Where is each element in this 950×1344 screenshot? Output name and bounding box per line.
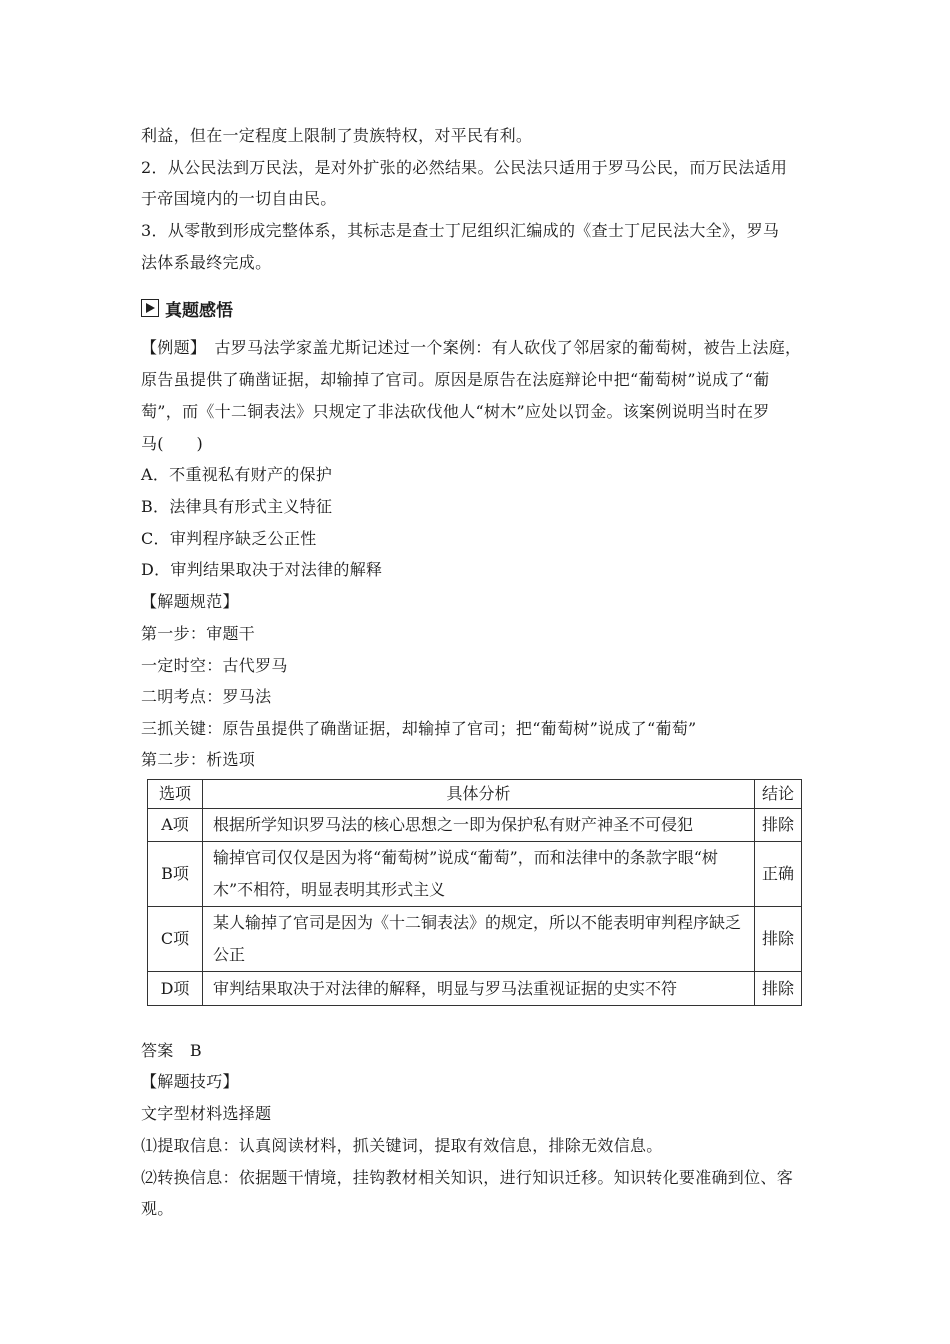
tips-title: 【解题技巧】 [141,1072,239,1091]
row-result: 排除 [755,972,802,1006]
table-header-row [148,780,802,809]
solution-title: 【解题规范】 [141,592,239,611]
solution-step1: 第一步：审题干 [141,624,256,643]
row-option: A项 [148,809,203,842]
table-row [148,907,802,972]
tips-item: ⑴提取信息：认真阅读材料，抓关键词，提取有效信息，排除无效信息。 [141,1136,663,1155]
section-heading-text: 真题感悟 [165,300,233,321]
table-row [148,972,802,1006]
row-option: D项 [148,972,203,1006]
example-line: 萄”，而《十二铜表法》只规定了非法砍伐他人“树木”应处以罚金。该案例说明当时在罗 [141,402,770,421]
option-a: A．不重视私有财产的保护 [141,465,333,484]
example-line: 马( ) [141,434,203,453]
row-option: C项 [148,907,203,972]
play-triangle-icon [141,299,159,317]
row-result: 排除 [755,809,802,842]
row-result: 排除 [755,907,802,972]
header-option: 选项 [148,780,203,809]
example-line: 【例题】 古罗马法学家盖尤斯记述过一个案例：有人砍伐了邻居家的葡萄树，被告上法庭， [141,338,802,357]
solution-test-point: 二明考点：罗马法 [141,687,272,706]
header-analysis: 具体分析 [203,780,755,809]
option-b: B．法律具有形式主义特征 [141,497,333,516]
table-row [148,842,802,907]
row-option: B项 [148,842,203,907]
paragraph-line: 法体系最终完成。 [141,253,272,272]
row-analysis: 某人输掉了官司是因为《十二铜表法》的规定，所以不能表明审判程序缺乏公正 [203,907,755,972]
analysis-table [147,779,802,1006]
paragraph-line: 3．从零散到形成完整体系，其标志是查士丁尼组织汇编成的《查士丁尼民法大全》，罗马 [141,221,780,240]
row-analysis: 根据所学知识罗马法的核心思想之一即为保护私有财产神圣不可侵犯 [203,809,755,842]
solution-key-points: 三抓关键：原告虽提供了确凿证据，却输掉了官司；把“葡萄树”说成了“葡萄” [141,719,697,738]
option-d: D．审判结果取决于对法律的解释 [141,560,383,579]
row-analysis: 输掉官司仅仅是因为将“葡萄树”说成“葡萄”，而和法律中的条款字眼“树木”不相符，明显表明其形式主义 [203,842,755,907]
paragraph-line: 利益，但在一定程度上限制了贵族特权，对平民有利。 [141,126,533,145]
tips-item: ⑵转换信息：依据题干情境，挂钩教材相关知识，进行知识迁移。知识转化要准确到位、客 [141,1168,794,1187]
option-c: C．审判程序缺乏公正性 [141,529,317,548]
paragraph-line: 于帝国境内的一切自由民。 [141,189,337,208]
tips-subtitle: 文字型材料选择题 [141,1104,272,1123]
answer: 答案 B [141,1041,202,1060]
header-result: 结论 [755,780,802,809]
solution-time-space: 一定时空：古代罗马 [141,656,288,675]
section-heading [141,296,233,320]
solution-step2: 第二步：析选项 [141,750,256,769]
paragraph-line: 2．从公民法到万民法，是对外扩张的必然结果。公民法只适用于罗马公民，而万民法适用 [141,158,788,177]
table-row [148,809,802,842]
row-result: 正确 [755,842,802,907]
tips-item: 观。 [141,1199,174,1218]
example-line: 原告虽提供了确凿证据，却输掉了官司。原因是原告在法庭辩论中把“葡萄树”说成了“葡 [141,370,770,389]
row-analysis: 审判结果取决于对法律的解释，明显与罗马法重视证据的史实不符 [203,972,755,1006]
